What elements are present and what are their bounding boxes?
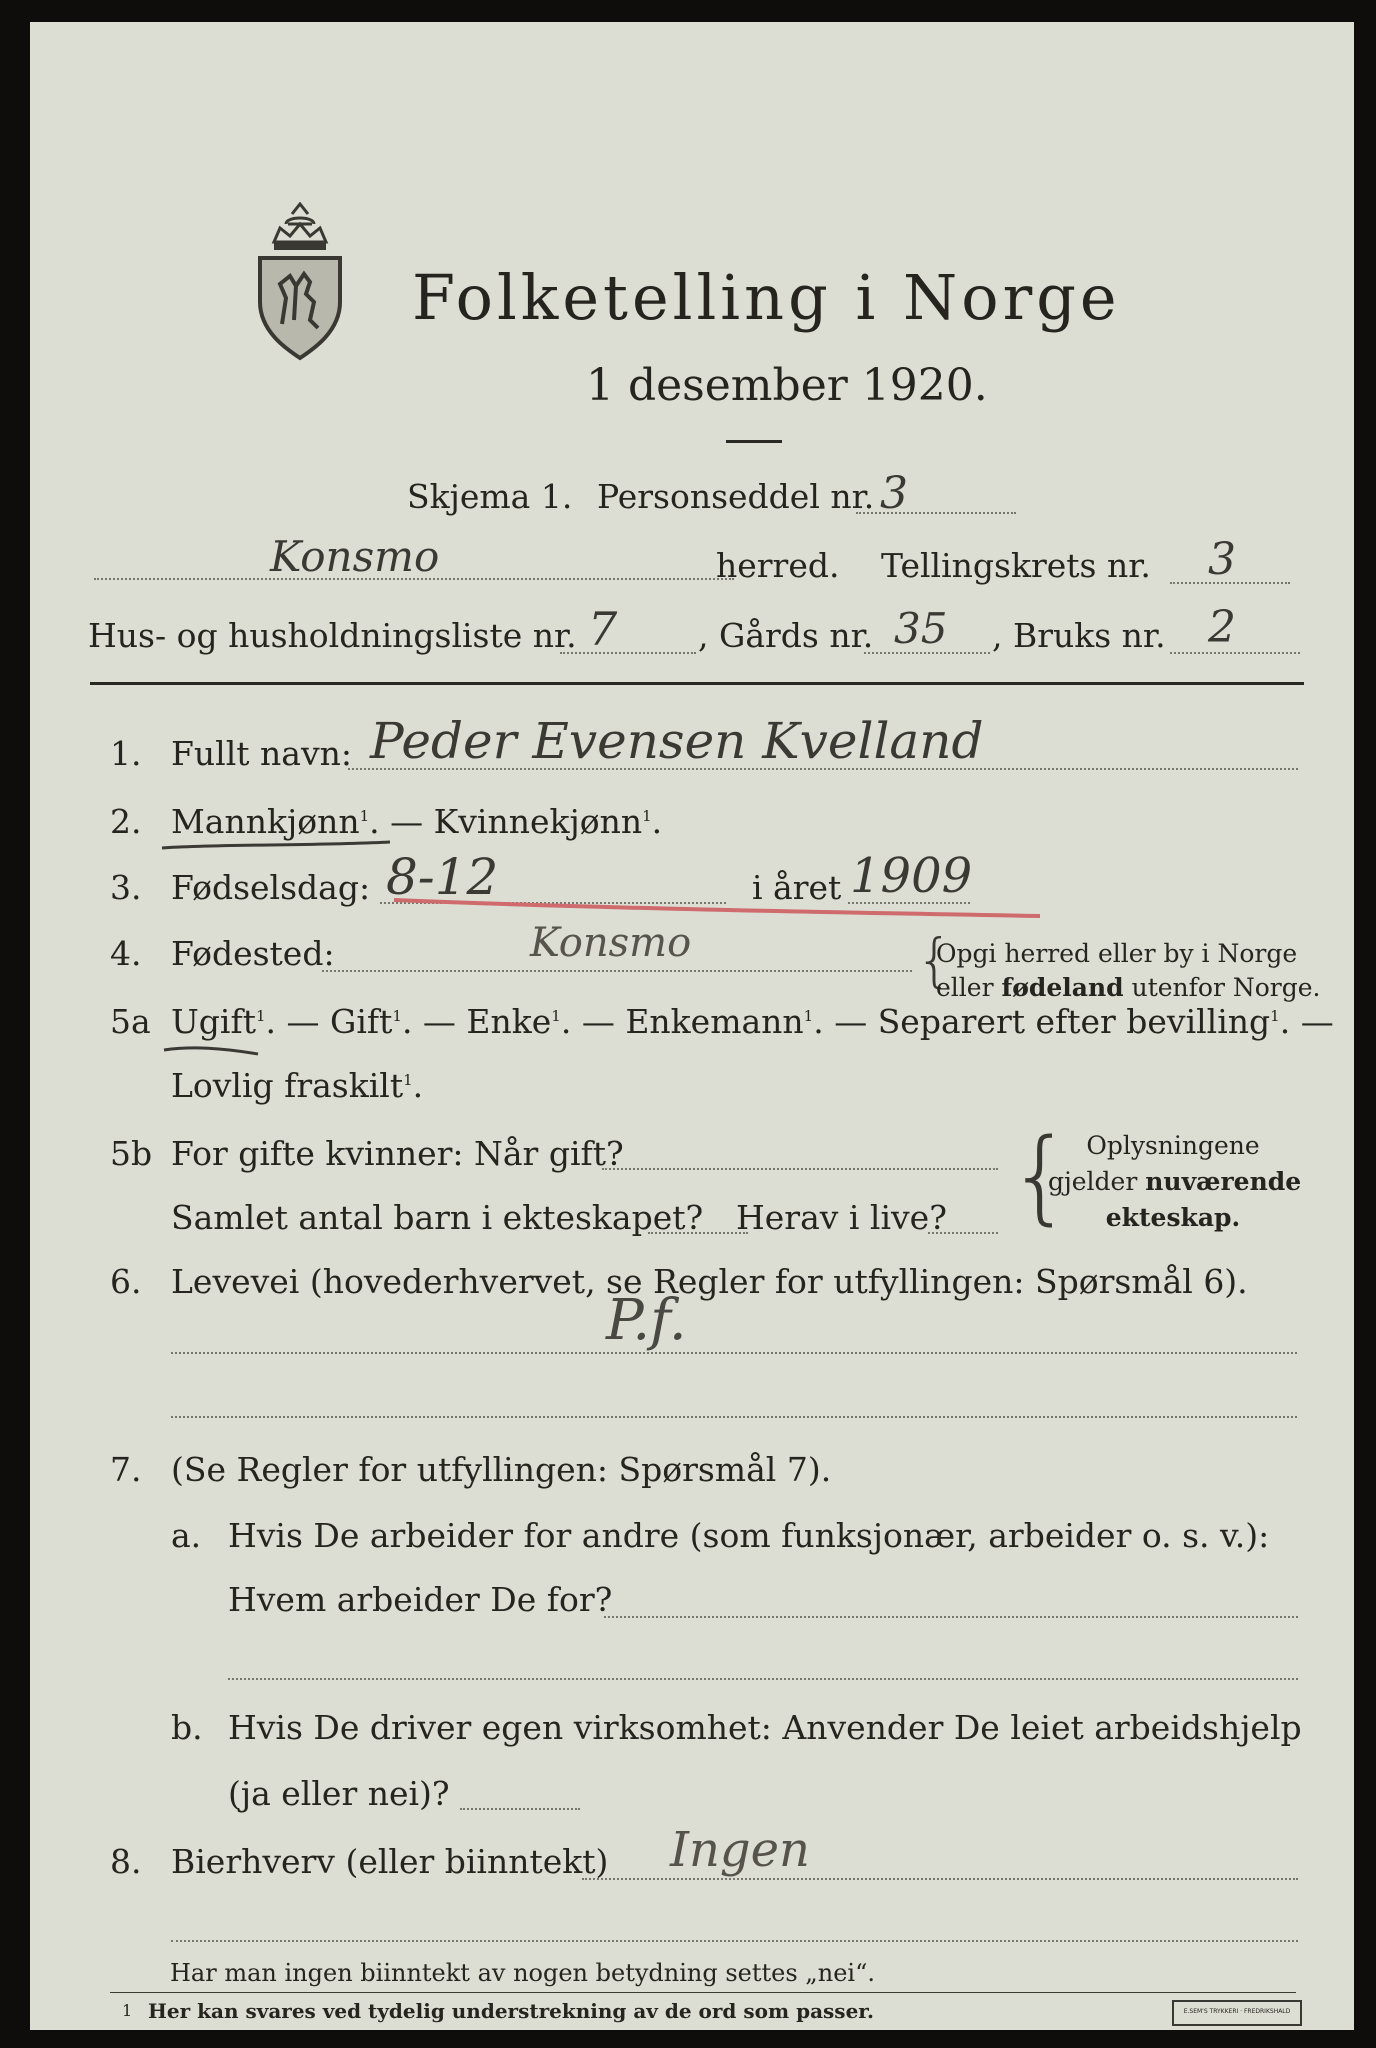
footnote-text: Her kan svares ved tydelig understrekning av de ord som passer. <box>148 1999 874 2023</box>
q5b-note3: ekteskap. <box>1105 1203 1241 1232</box>
footnote-number: 1 <box>122 2001 133 2020</box>
q5b-barn-field <box>648 1232 748 1234</box>
q7b-line1: Hvis De driver egen virksomhet: Anvender De leiet arbeidshjelp <box>228 1708 1302 1747</box>
q3-value: 8-12 <box>386 848 499 906</box>
q1-value: Peder Evensen Kvelland <box>370 712 984 770</box>
form-title: Folketelling i Norge <box>412 261 1121 334</box>
q5a-lovlig: Lovlig fraskilt$^1$. <box>171 1066 424 1105</box>
header-rule <box>90 682 1304 685</box>
coat-of-arms-icon <box>252 202 348 362</box>
q5a-ugift-underline <box>162 1036 262 1064</box>
q7b-number: b. <box>171 1708 203 1747</box>
q7b-line2: (ja eller nei)? <box>228 1774 450 1813</box>
q7-label: (Se Regler for utfyllingen: Spørsmål 7). <box>171 1450 832 1489</box>
red-crayon-mark <box>390 890 1050 930</box>
q6-value: P.f. <box>606 1288 687 1353</box>
q4-number: 4. <box>110 934 142 973</box>
q7b-field <box>460 1808 580 1810</box>
q2-kvinne[interactable]: Kvinnekjønn <box>433 802 643 841</box>
q1-number: 1. <box>110 734 142 773</box>
q3-year-value: 1909 <box>850 848 973 904</box>
q3-year-label: i året <box>752 868 842 907</box>
bruks-label: , Bruks nr. <box>992 616 1166 655</box>
q5b-note1: Oplysningene <box>1086 1131 1260 1160</box>
q5b-note2: gjelder nuværende <box>1048 1167 1302 1196</box>
tellingskrets-value: 3 <box>1208 534 1236 585</box>
census-form <box>30 22 1354 2030</box>
q8-number: 8. <box>110 1842 142 1881</box>
q2-mann-underline <box>158 830 398 856</box>
personseddel-value: 3 <box>880 468 908 519</box>
q7-number: 7. <box>110 1450 142 1489</box>
q5b-brace: { <box>1008 1117 1073 1236</box>
q6-label: Levevei (hovederhvervet, se Regler for utfyllingen: Spørsmål 6). <box>171 1262 1248 1301</box>
footer-note: Har man ingen biinntekt av nogen betydning settes „nei“. <box>170 1959 875 1987</box>
q4-note-line1: Opgi herred eller by i Norge <box>936 939 1298 968</box>
q3-label: Fødselsdag: <box>171 868 371 907</box>
q5a-options: Ugift$^1$. — Gift$^1$. — Enke$^1$. — Enkemann$^1$. — Separert efter bevilling$^1$. — <box>171 1002 1334 1041</box>
q7a-line1: Hvis De arbeider for andre (som funksjonær, arbeider o. s. v.): <box>228 1516 1270 1555</box>
q5a-enkemann[interactable]: Enkemann <box>625 1002 804 1041</box>
q1-label: Fullt navn: <box>171 734 352 773</box>
gards-value: 35 <box>894 604 948 653</box>
q4-value: Konsmo <box>530 920 692 966</box>
q4-label: Fødested: <box>171 934 335 973</box>
q7a-line2: Hvem arbeider De for? <box>228 1580 613 1619</box>
q5a-ugift[interactable]: Ugift <box>171 1002 256 1041</box>
q5b-live-field <box>928 1232 998 1234</box>
q3-number: 3. <box>110 868 142 907</box>
printer-stamp: E.SEM'S TRYKKERI · FREDRIKSHALD <box>1172 2000 1302 2026</box>
census-date: 1 desember 1920. <box>586 360 988 411</box>
q6-line2 <box>171 1416 1297 1418</box>
q8-line2 <box>171 1940 1298 1942</box>
q8-label: Bierhverv (eller biinntekt) <box>171 1842 609 1881</box>
gards-label: , Gårds nr. <box>698 616 874 655</box>
q4-brace: { <box>916 926 953 994</box>
q5a-enke[interactable]: Enke <box>466 1002 552 1041</box>
q5b-line1-field <box>602 1168 998 1170</box>
q5b-line2b: Herav i live? <box>736 1198 947 1237</box>
q5b-line2a: Samlet antal barn i ekteskapet? <box>171 1198 704 1237</box>
q8-line1 <box>582 1878 1298 1880</box>
title-rule <box>726 440 782 443</box>
q5b-number: 5b <box>110 1134 153 1173</box>
q6-line1 <box>171 1352 1297 1354</box>
footnote-rule <box>110 1992 1296 1993</box>
q5a-gift[interactable]: Gift <box>330 1002 393 1041</box>
q7a-field2 <box>228 1678 1298 1680</box>
skjema-label: Skjema 1. <box>407 477 573 516</box>
q4-note-line2: eller fødeland utenfor Norge. <box>936 973 1321 1002</box>
hus-label: Hus- og husholdningsliste nr. <box>88 616 577 655</box>
q2-mann[interactable]: Mannkjønn <box>171 802 360 841</box>
q5b-line1: For gifte kvinner: Når gift? <box>171 1134 624 1173</box>
q5a-number: 5a <box>110 1002 151 1041</box>
q7a-field1 <box>604 1616 1298 1618</box>
q4-line <box>322 970 912 972</box>
hus-value: 7 <box>588 602 618 656</box>
q2-number: 2. <box>110 802 142 841</box>
bruks-value: 2 <box>1208 602 1236 653</box>
personseddel-label: Personseddel nr. <box>597 477 875 516</box>
q5a-separert[interactable]: Separert efter bevilling <box>877 1002 1271 1041</box>
q6-number: 6. <box>110 1262 142 1301</box>
tellingskrets-label: Tellingskrets nr. <box>881 546 1151 585</box>
q2-options: Mannkjønn$^1$. — Kvinnekjønn$^1$. <box>171 802 663 841</box>
herred-label: herred. <box>716 546 840 585</box>
herred-value: Konsmo <box>270 532 440 581</box>
hus-line <box>560 652 696 654</box>
q7a-number: a. <box>171 1516 202 1555</box>
q8-value: Ingen <box>670 1822 810 1878</box>
